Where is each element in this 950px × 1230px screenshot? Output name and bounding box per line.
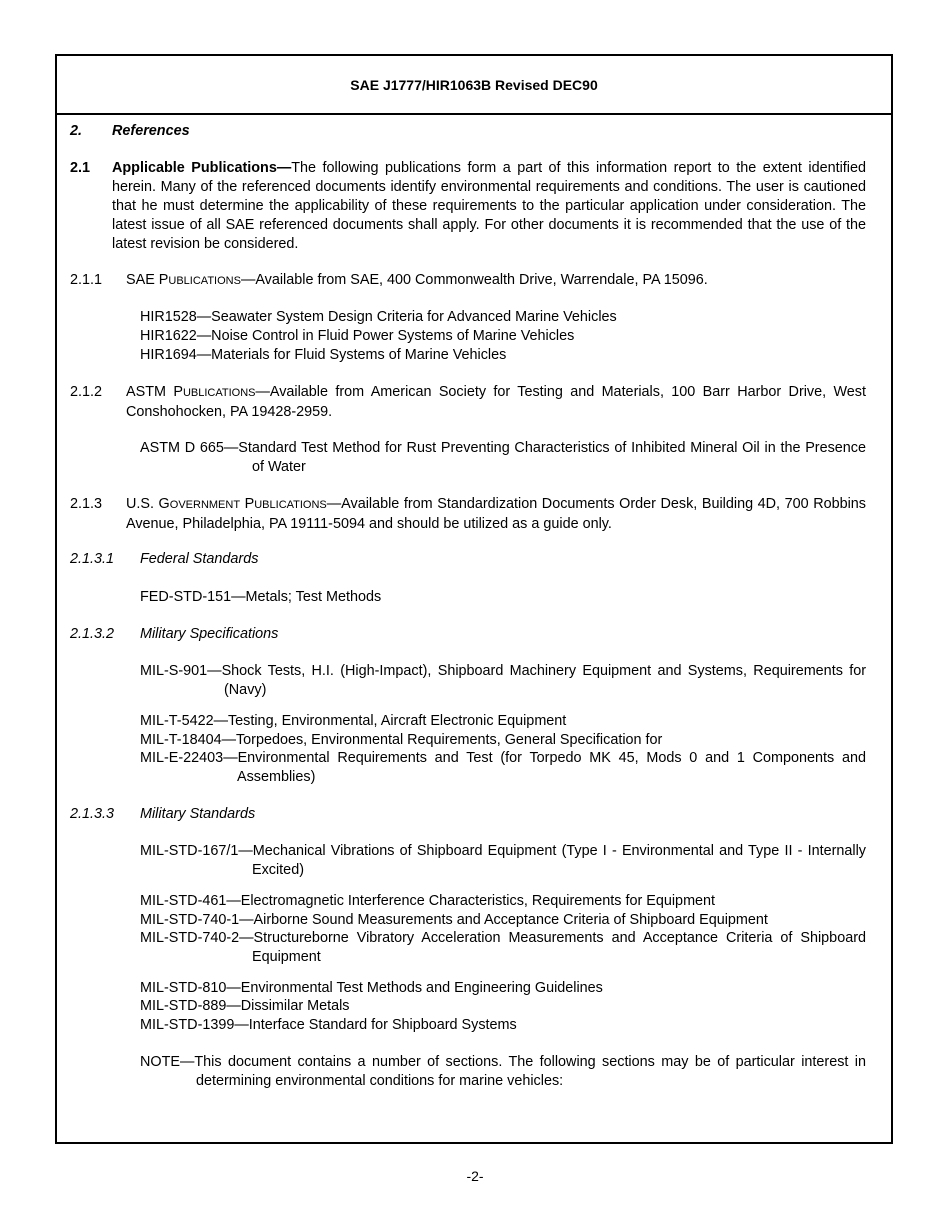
- paragraph-2-1-1: [126, 271, 866, 291]
- reference-item: HIR1622—Noise Control in Fluid Power Systems of Marine Vehicles: [140, 328, 575, 344]
- reference-item: HIR1694—Materials for Fluid Systems of Marine Vehicles: [140, 347, 507, 363]
- subsection-title: Military Specifications: [140, 626, 279, 642]
- heading-smallcaps: OVERNMENT: [169, 499, 241, 511]
- heading-smallcaps: UBLICATIONS: [182, 387, 256, 399]
- heading-cap: P: [240, 496, 255, 512]
- document-title: SAE J1777/HIR1063B Revised DEC90: [350, 76, 598, 93]
- reference-item: MIL-STD-167/1—Mechanical Vibrations of Shipboard Equipment (Type I - Environmental and Type II - Internally Excited): [140, 843, 866, 878]
- subsection-title: Federal Standards: [140, 551, 259, 567]
- heading-cap: SAE P: [126, 272, 169, 288]
- reference-item: MIL-STD-740-2—Structureborne Vibratory Acceleration Measurements and Acceptance Criteria of Shipboard Equipment: [140, 930, 866, 965]
- reference-item: FED-STD-151—Metals; Test Methods: [140, 589, 382, 605]
- reference-item: MIL-STD-889—Dissimilar Metals: [140, 998, 350, 1014]
- page-number: -2-: [466, 1168, 484, 1184]
- heading-smallcaps: UBLICATIONS: [254, 499, 327, 511]
- heading-cap: ASTM P: [126, 384, 183, 400]
- paragraph-text: —Available from Standardization Documents Order Desk, Building 4D, 700 Robbins Avenue, Philadelphia, PA 19111-5094 and should be utilized as a guide only.: [126, 496, 866, 532]
- reference-item: MIL-STD-1399—Interface Standard for Shipboard Systems: [140, 1017, 517, 1033]
- heading-smallcaps: UBLICATIONS: [168, 275, 241, 287]
- section-number: 2.1.2: [70, 384, 103, 400]
- paragraph-2-1: [112, 159, 866, 254]
- document-header: [57, 56, 891, 115]
- section-number: 2.: [70, 123, 83, 139]
- reference-item: MIL-T-5422—Testing, Environmental, Aircraft Electronic Equipment: [140, 713, 567, 729]
- paragraph-2-1-2: [126, 383, 866, 422]
- paragraph-heading: Applicable Publications—: [112, 160, 292, 176]
- subsection-title: Military Standards: [140, 806, 256, 822]
- section-number: 2.1.3: [70, 496, 103, 512]
- reference-item: MIL-E-22403—Environmental Requirements and Test (for Torpedo MK 45, Mods 0 and 1 Components and Assemblies): [140, 750, 866, 785]
- reference-item: MIL-STD-740-1—Airborne Sound Measurements and Acceptance Criteria of Shipboard Equipment: [140, 912, 768, 928]
- section-number: 2.1.3.1: [70, 551, 115, 567]
- reference-item: HIR1528—Seawater System Design Criteria for Advanced Marine Vehicles: [140, 309, 617, 325]
- reference-item: MIL-T-18404—Torpedoes, Environmental Requirements, General Specification for: [140, 732, 663, 748]
- reference-item: MIL-STD-810—Environmental Test Methods and Engineering Guidelines: [140, 980, 603, 996]
- reference-item: MIL-S-901—Shock Tests, H.I. (High-Impact), Shipboard Machinery Equipment and Systems, Requirements for (Navy): [140, 663, 866, 698]
- section-number: 2.1.1: [70, 272, 103, 288]
- heading-cap: U.S. G: [126, 496, 170, 512]
- section-number: 2.1.3.3: [70, 806, 115, 822]
- reference-item: ASTM D 665—Standard Test Method for Rust Preventing Characteristics of Inhibited Mineral Oil in the Presence of Water: [140, 440, 866, 475]
- paragraph-text: The following publications form a part of this information report to the extent identified herein. Many of the referenced documents identify environmental requirements and conditions. The user is cautioned that he must determine the applicability of these requirements to the particular application under consideration. The latest issue of all SAE referenced documents shall apply. For other documents it is recommended that the use of the latest revision be considered.: [112, 160, 867, 252]
- section-number: 2.1: [70, 160, 91, 176]
- paragraph-2-1-3: [126, 495, 866, 534]
- paragraph-text: —Available from American Society for Testing and Materials, 100 Barr Harbor Drive, West Conshohocken, PA 19428-2959.: [126, 384, 866, 420]
- note-paragraph: NOTE—This document contains a number of sections. The following sections may be of particular interest in determining environmental conditions for marine vehicles:: [140, 1054, 866, 1089]
- reference-item: MIL-STD-461—Electromagnetic Interference Characteristics, Requirements for Equipment: [140, 893, 716, 909]
- section-title: References: [112, 123, 190, 139]
- section-number: 2.1.3.2: [70, 626, 115, 642]
- paragraph-text: —Available from SAE, 400 Commonwealth Drive, Warrendale, PA 15096.: [240, 272, 708, 288]
